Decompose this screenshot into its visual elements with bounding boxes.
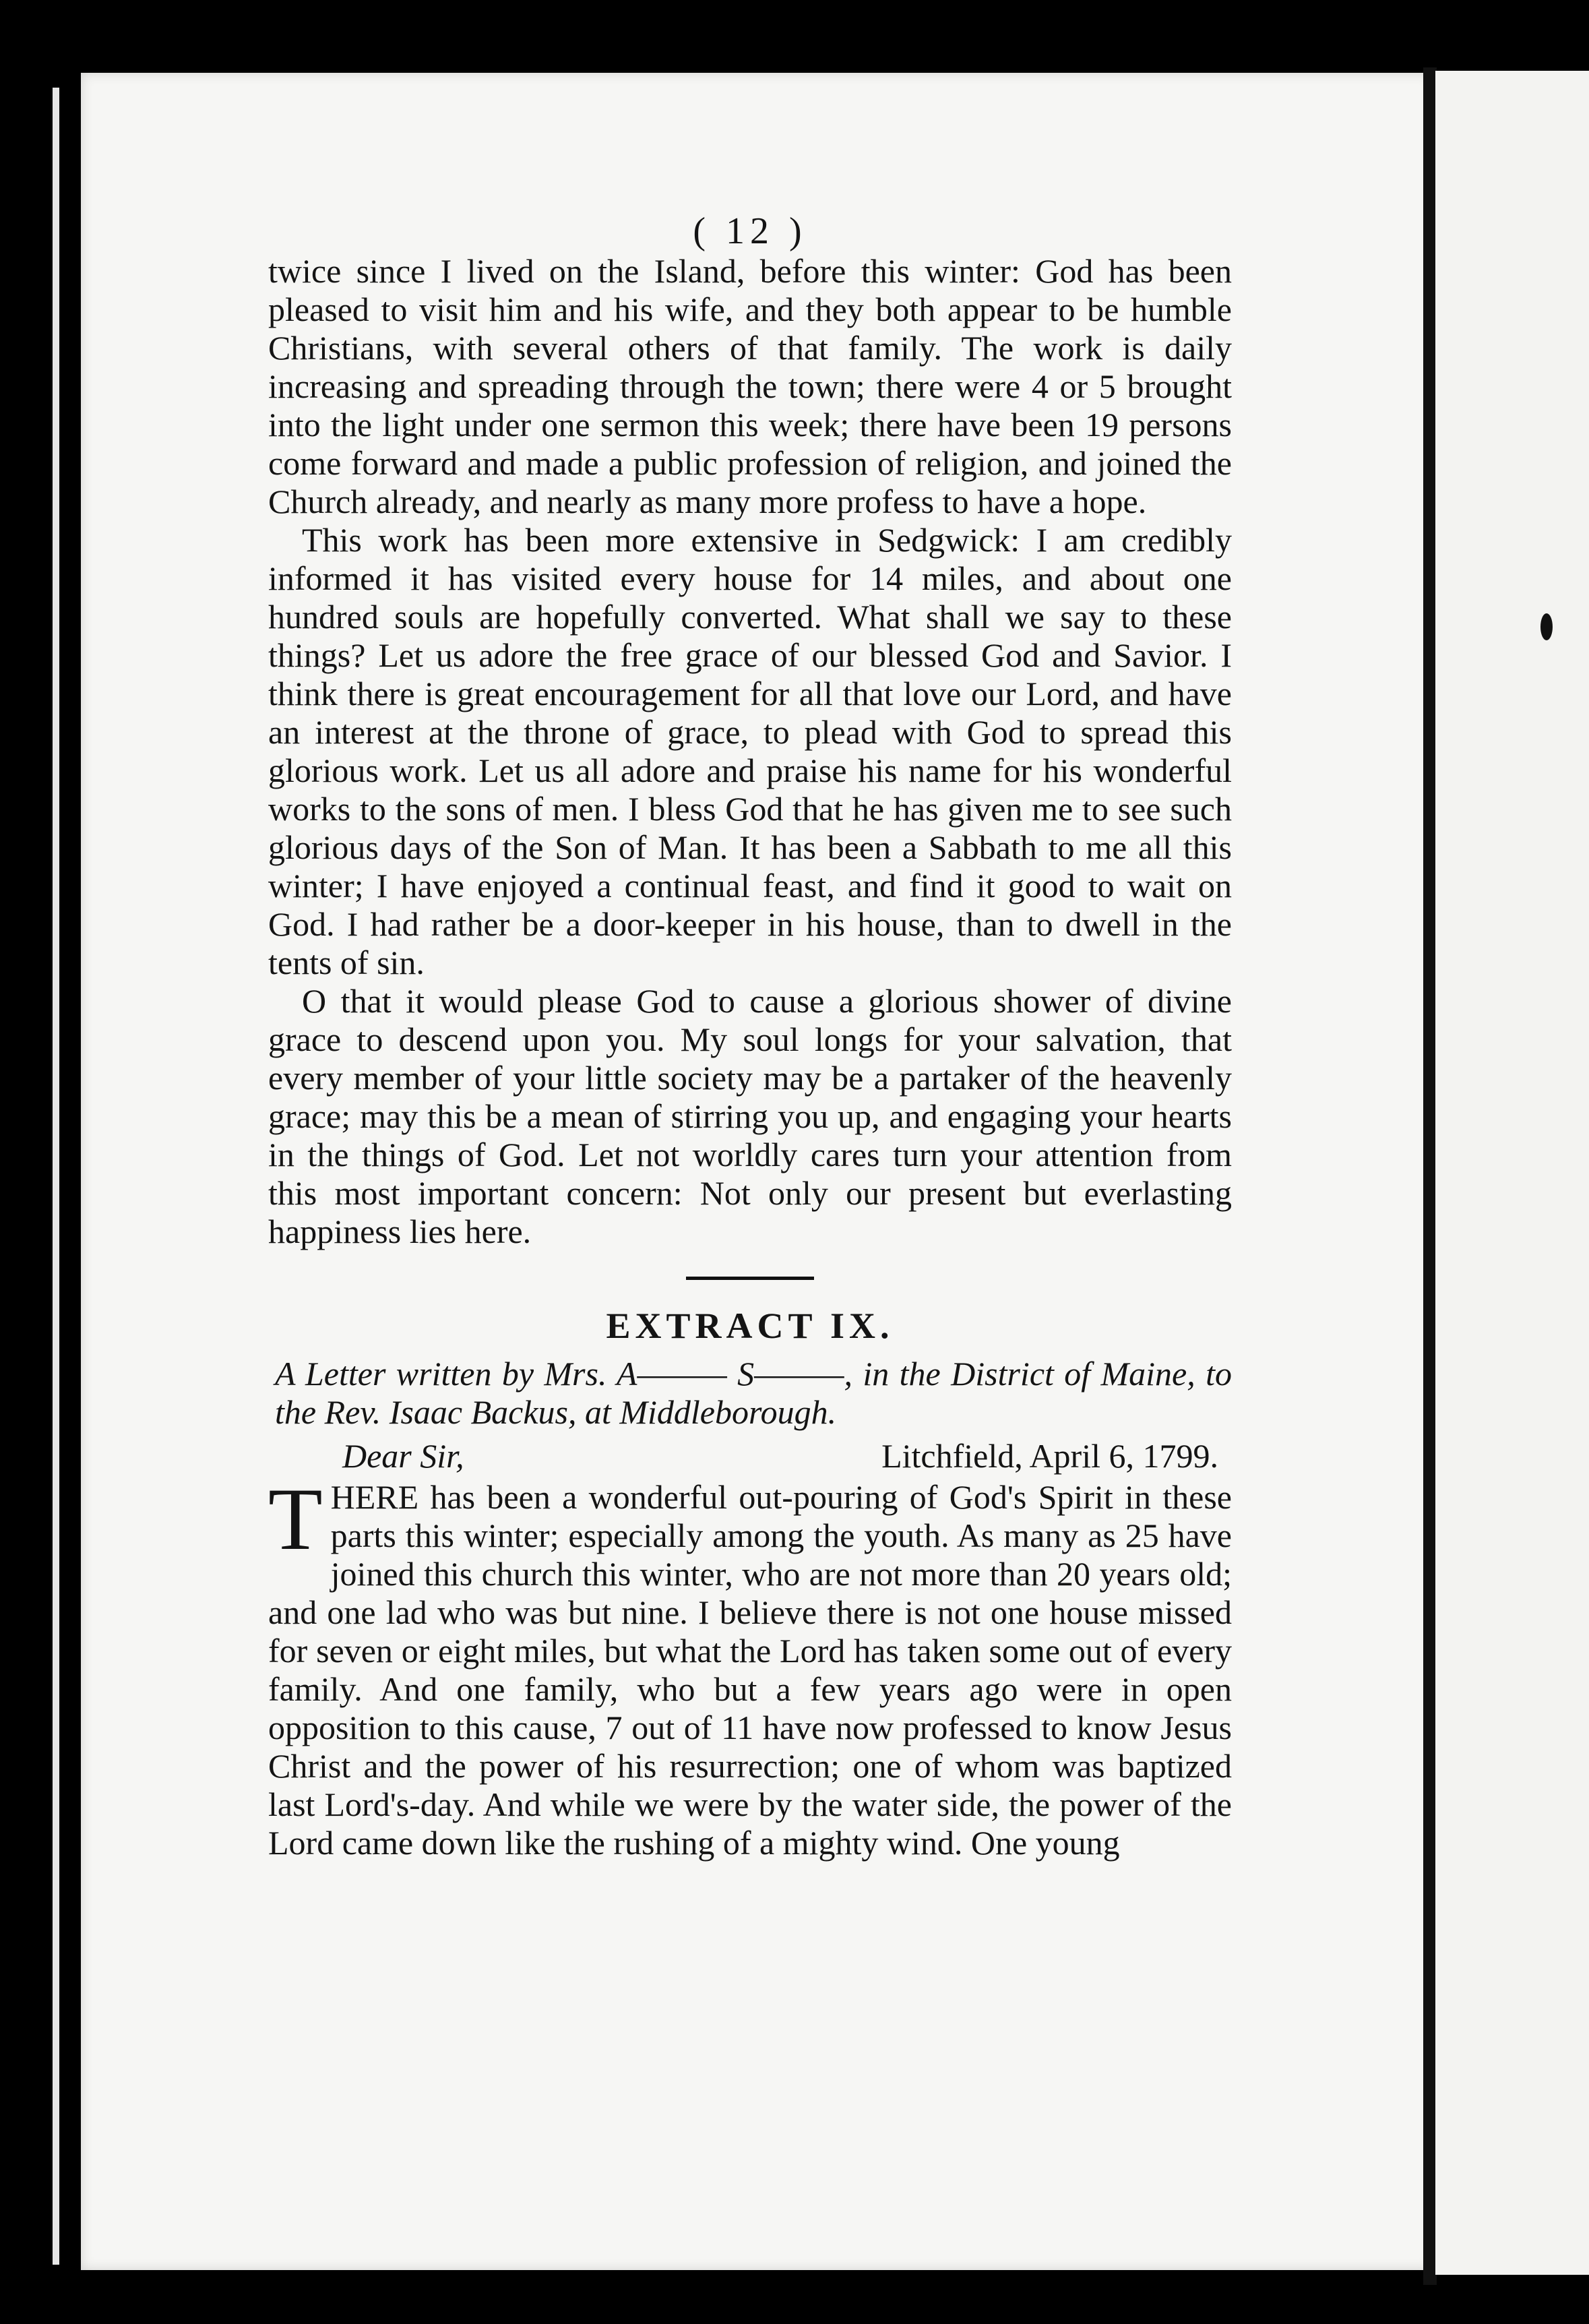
letter-heading: A Letter written by Mrs. A——— S———, in the District of Maine, to the Rev. Isaac Backus, at Middleborough. <box>275 1355 1232 1431</box>
facing-page-edge <box>1435 71 1589 2275</box>
paragraph-3: O that it would please God to cause a glorious shower of divine grace to descend upon you. My soul longs for your salvation, that every member of your little society may be a partaker of the heavenly grace; may this be a mean of stirring you up, and engaging your hearts in the things of God. Let not worldly cares turn your attention from this most important concern: Not only our present but everlasting happiness lies here. <box>268 982 1232 1250</box>
dateline: Litchfield, April 6, 1799. <box>881 1437 1218 1475</box>
letter-body-text: HERE has been a wonderful out-pouring of God's Spirit in these parts this winter; especially among the youth. As many as 25 have joined this church this winter, who are not more than 20 years old; and one lad who was but nine. I believe there is not one house missed for seven or eight miles, but what the Lord has taken some out of every family. And one family, who but a few years ago were in open opposition to this cause, 7 out of 11 have now professed to know Jesus Christ and the power of his resurrection; one of whom was baptized last Lord's-day. And while we were by the water side, the power of the Lord came down like the rushing of a mighty wind. One young <box>268 1478 1232 1862</box>
book-gutter <box>1423 67 1437 2285</box>
salutation: Dear Sir, <box>342 1437 464 1475</box>
salutation-line <box>268 1437 1232 1475</box>
drop-cap: T <box>268 1469 323 1568</box>
ink-mark <box>1540 613 1553 640</box>
page-text <box>268 212 1232 1862</box>
paragraph-2: This work has been more extensive in Sedgwick: I am credibly informed it has visited every house for 14 miles, and about one hundred souls are hopefully converted. What shall we say to these things? Let us adore the free grace of our blessed God and Savior. I think there is great encouragement for all that love our Lord, and have an interest at the throne of grace, to plead with God to spread this glorious work. Let us all adore and praise his name for his wonderful works to the sons of men. I bless God that he has given me to see such glorious days of the Son of Man. It has been a Sabbath to me all this winter; I have enjoyed a continual feast, and find it good to wait on God. I had rather be a door-keeper in his house, than to dwell in the tents of sin. <box>268 521 1232 981</box>
letter-body <box>268 1469 1232 1862</box>
paragraph-1: twice since I lived on the Island, before this winter: God has been pleased to visit him and his wife, and they both appear to be humble Christians, with several others of that family. The work is daily increasing and spreading through the town; there were 4 or 5 brought into the light under one sermon this week; there have been 19 persons come forward and made a public profession of religion, and joined the Church already, and nearly as many more profess to have a hope. <box>268 252 1232 520</box>
page-number: ( 12 ) <box>693 210 807 252</box>
scan-left-edge <box>53 88 59 2265</box>
extract-title: EXTRACT IX. <box>606 1306 894 1346</box>
section-divider <box>686 1277 814 1280</box>
